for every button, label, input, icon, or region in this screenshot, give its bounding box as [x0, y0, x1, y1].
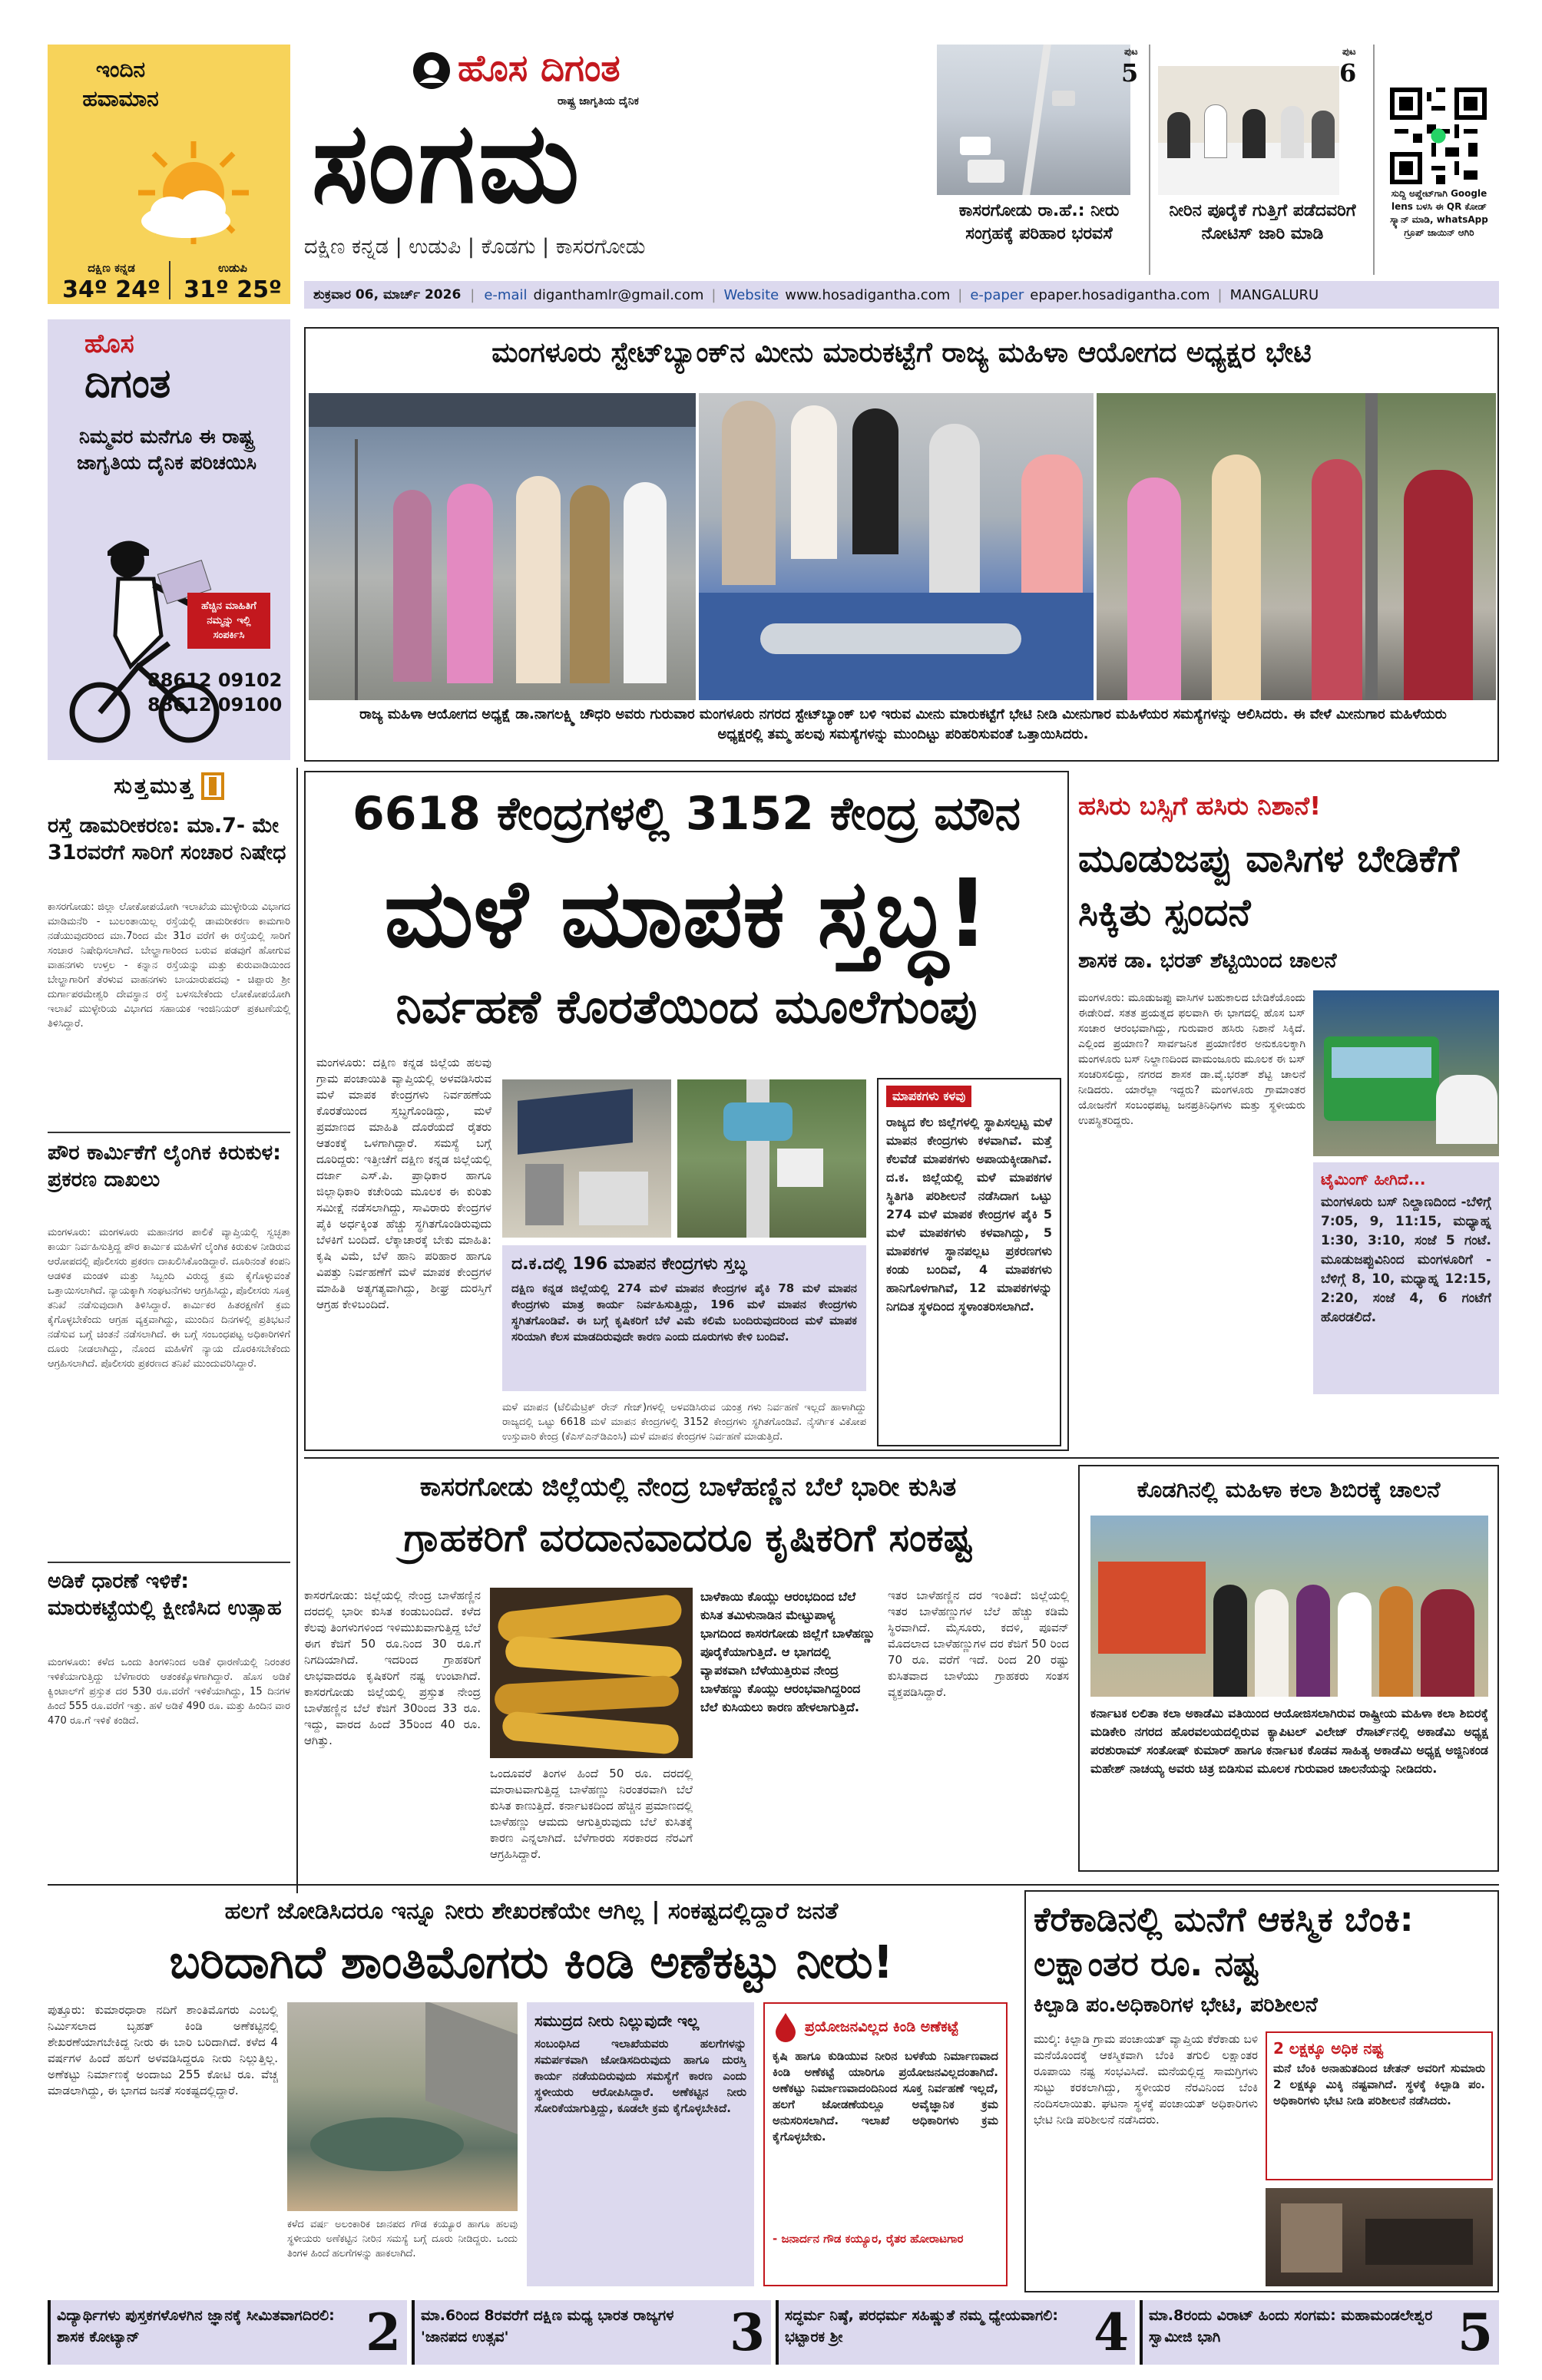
lead-story	[304, 771, 1069, 1451]
brand-tagline: ರಾಷ್ಟ್ರ ಜಾಗೃತಿಯ ದೈನಿಕ	[558, 95, 639, 107]
right1-body: ಮಂಗಳೂರು: ಮೂಡುಜಪ್ಪು ವಾಸಿಗಳ ಬಹುಕಾಲದ ಬೇಡಿಕೆಯೊಂದು ಈಡೇರಿದೆ. ಸತತ ಪ್ರಯತ್ನದ ಫಲವಾಗಿ ಈ ಭಾಗದಲ್ಲಿ ಹೊಸ ಬಸ್ ಸಂಚಾರ ಆರಂಭವಾಗಿದ್ದು, ಗುರುವಾರ ಹಸಿರು ನಿಶಾನೆ ಸಿಕ್ಕಿದೆ. ಎಲ್ಲಿಂದ ಪ್ರಯಾಣ? ಸಾರ್ವಜನಿಕ ಪ್ರಯಾಣಿಕರ ಅನುಕೂಲಕ್ಕಾಗಿ ಮಂಗಳೂರು ಬಸ್ ನಿಲ್ದಾಣದಿಂದ ವಾಮಂಜೂರು ಮೂಲಕ ಈ ಬಸ್ ಸಂಚರಿಸಲಿದ್ದು, ನಗರದ ಶಾಸಕ ಡಾ.ವೈ.ಭರತ್ ಶೆಟ್ಟಿ ಚಾಲನೆ ನೀಡಿದರು. ಯಾರೆಲ್ಲಾ ಇದ್ದರು? ಮಂಗಳೂರು ಗ್ರಾಮಾಂತರ ಯೋಜನೆಗೆ ಸಂಬಂಧಪಟ್ಟ ಜನಪ್ರತಿನಿಧಿಗಳು ಮತ್ತು ಸ್ಥಳೀಯರು ಉಪಸ್ಥಿತರಿದ್ದರು.	[1078, 992, 1305, 1127]
qr-code-icon	[1390, 88, 1487, 184]
right3-body: ಮುಲ್ಕಿ: ಕಿಲ್ಪಾಡಿ ಗ್ರಾಮ ಪಂಚಾಯತ್ ವ್ಯಾಪ್ತಿಯ ಕೆರೆಕಾಡು ಬಳಿ ಮನೆಯೊಂದಕ್ಕೆ ಆಕಸ್ಮಿಕವಾಗಿ ಬೆಂಕಿ ತಗುಲಿ ಲಕ್ಷಾಂತರ ರೂಪಾಯಿ ನಷ್ಟ ಸಂಭವಿಸಿದೆ. ಮನೆಯಲ್ಲಿದ್ದ ಸಾಮಗ್ರಿಗಳು ಸುಟ್ಟು ಕರಕಲಾಗಿದ್ದು, ಸ್ಥಳೀಯರ ನೆರವಿನಿಂದ ಬೆಂಕಿ ನಂದಿಸಲಾಯಿತು. ಘಟನಾ ಸ್ಥಳಕ್ಕೆ ಪಂಚಾಯತ್ ಅಧಿಕಾರಿಗಳು ಭೇಟಿ ನೀಡಿ ಪರಿಶೀಲನೆ ನಡೆಸಿದರು.	[1034, 2032, 1258, 2127]
top-photo-2	[699, 393, 1094, 700]
website-label: Website	[723, 286, 779, 303]
water-body-1: ಪುತ್ತೂರು: ಕುಮಾರಧಾರಾ ನದಿಗೆ ಶಾಂತಿಮೊಗರು ಎಂಬಲ್ಲಿ ನಿರ್ಮಿಸಲಾದ ಬೃಹತ್ ಕಿಂಡಿ ಅಣೆಕಟ್ಟಿನಲ್ಲಿ ಶೇಖರಣೆಯಾಗಬೇಕಿದ್ದ ನೀರು ಈ ಬಾರಿ ಬರಿದಾಗಿದೆ. ಕಳೆದ 4 ವರ್ಷಗಳ ಹಿಂದೆ ಹಲಗೆ ಅಳವಡಿಸಿದ್ದರೂ ನೀರು ನಿಲ್ಲುತ್ತಿಲ್ಲ. ಅಣೆಕಟ್ಟು ನಿರ್ಮಾಣಕ್ಕೆ ಅಂದಾಜು 255 ಕೋಟಿ ರೂ. ವೆಚ್ಚ ಮಾಡಲಾಗಿದ್ದು, ಈ ಭಾಗದ ಜನತೆ ಸಂಕಷ್ಟದಲ್ಲಿದ್ದಾರೆ.	[48, 2003, 278, 2097]
edition-city: MANGALURU	[1229, 286, 1319, 303]
teaser-2-page: 6	[1339, 58, 1357, 88]
loss-title: 2 ಲಕ್ಷಕ್ಕೂ ಅಧಿಕ ನಷ್ಟ	[1273, 2039, 1384, 2058]
right-story-3	[1024, 1890, 1499, 2292]
promo-text: ನಿಮ್ಮವರ ಮನೆಗೂ ಈ ರಾಷ್ಟ್ರ ಜಾಗೃತಿಯ ದೈನಿಕ ಪರಿಚಯಿಸಿ	[76, 425, 257, 474]
water-box-title: ಸಮುದ್ರದ ನೀರು ನಿಲ್ಲುವುದೇ ಇಲ್ಲ	[534, 2011, 700, 2030]
water-box-body: ಸಂಬಂಧಿಸಿದ ಇಲಾಖೆಯವರು ಹಲಗೆಗಳನ್ನು ಸಮರ್ಪಕವಾಗಿ ಜೋಡಿಸದಿರುವುದು ಹಾಗೂ ದುರಸ್ತಿ ಕಾರ್ಯ ನಡೆಯದಿರುವುದು ಸಮಸ್ಯೆಗೆ ಕಾರಣ ಎಂದು ಸ್ಥಳೀಯರು ಆರೋಪಿಸಿದ್ದಾರೆ. ಅಣೆಕಟ್ಟಿನ ನೀರು ಸೋರಿಕೆಯಾಗುತ್ತಿದ್ದು, ಕೂಡಲೇ ಕ್ರಮ ಕೈಗೊಳ್ಳಬೇಕಿದೆ.	[534, 2037, 746, 2115]
masthead-regions: ದಕ್ಷಿಣ ಕನ್ನಡ | ಉಡುಪಿ | ಕೊಡಗು | ಕಾಸರಗೋಡು	[304, 235, 646, 259]
brand-logo-icon	[412, 51, 452, 91]
masthead	[304, 45, 928, 275]
left-story-3-headline: ಅಡಿಕೆ ಧಾರಣೆ ಇಳಿಕೆ: ಮಾರುಕಟ್ಟೆಯಲ್ಲಿ ಕ್ಷೀಣಿಸಿದ ಉತ್ಸಾಹ	[48, 1569, 282, 1620]
email-link[interactable]: diganthamlr@gmail.com	[533, 286, 704, 303]
lead-body-2: ಮಳೆ ಮಾಪನ (ಟೆಲಿಮೆಟ್ರಿಕ್ ರೇನ್ ಗೇಜ್)ಗಳಲ್ಲಿ ಅಳವಡಿಸಿರುವ ಯಂತ್ರ ಗಳು ನಿರ್ವಹಣೆ ಇಲ್ಲದೆ ಹಾಳಾಗಿದ್ದು ರಾಜ್ಯದಲ್ಲಿ ಒಟ್ಟು 6618 ಮಳೆ ಮಾಪನ ಕೇಂದ್ರಗಳಲ್ಲಿ 3152 ಕೇಂದ್ರಗಳು ಸ್ಥಗಿತಗೊಂಡಿವೆ. ನೈಸರ್ಗಿಕ ವಿಕೋಪ ಉಸ್ತುವಾರಿ ಕೇಂದ್ರ (ಕೆಎಸ್‌ಎನ್‌ಡಿಎಂಸಿ) ಮಳೆ ಮಾಪನ ಕೇಂದ್ರಗಳ ನಿರ್ವಹಣೆ ಮಾಡುತ್ತಿದೆ.	[502, 1402, 866, 1443]
info-bar: ಶುಕ್ರವಾರ 06, ಮಾರ್ಚ್ 2026 | e-mail diganthamlr@gmail.com | Website www.hosadigantha.com | e-paper epaper.hosadigantha.com | MANGALURU	[304, 281, 1499, 309]
lead-body-1: ಮಂಗಳೂರು: ದಕ್ಷಿಣ ಕನ್ನಡ ಜಿಲ್ಲೆಯ ಹಲವು ಗ್ರಾಮ ಪಂಚಾಯಿತಿ ವ್ಯಾಪ್ತಿಯಲ್ಲಿ ಅಳವಡಿಸಿರುವ ಮಳೆ ಮಾಪಕ ಕೇಂದ್ರಗಳು ನಿರ್ವಹಣೆಯ ಕೊರತೆಯಿಂದ ಸ್ತಬ್ಧಗೊಂಡಿದ್ದು, ಮಳೆ ಪ್ರಮಾಣದ ಮಾಹಿತಿ ದೊರೆಯದೆ ರೈತರು ಆತಂಕಕ್ಕೆ ಒಳಗಾಗಿದ್ದಾರೆ. ಸಮಸ್ಯೆ ಬಗ್ಗೆ ದೂರಿದ್ದರು: ಇತ್ತೀಚೆಗೆ ದಕ್ಷಿಣ ಕನ್ನಡ ಜಿಲ್ಲೆಯಲ್ಲಿ ದರ್ಜಾ ಎಸ್.ಪಿ. ಪ್ರಾಧಿಕಾರ ಹಾಗೂ ಜಿಲ್ಲಾಧಿಕಾರಿ ಕಚೇರಿಯ ಮೂಲಕ ಈ ಕುರಿತು ಸಮೀಕ್ಷೆ ನಡೆಸಲಾಗಿದ್ದು, ಸಾವಿರಾರು ಕೇಂದ್ರಗಳ ಪೈಕಿ ಅರ್ಧಕ್ಕಿಂತ ಹೆಚ್ಚು ಸ್ಥಗಿತಗೊಂಡಿರುವುದು ಬೆಳಕಿಗೆ ಬಂದಿದೆ. ಲೆಕ್ಕಾಚಾರಕ್ಕೆ ಬೇಕು ಮಾಹಿತಿ: ಕೃಷಿ ವಿಮೆ, ಬೆಳೆ ಹಾನಿ ಪರಿಹಾರ ಹಾಗೂ ವಿಪತ್ತು ನಿರ್ವಹಣೆಗೆ ಮಳೆ ಮಾಪಕ ಕೇಂದ್ರಗಳ ಮಾಹಿತಿ ಅತ್ಯಗತ್ಯವಾಗಿದ್ದು, ಶೀಘ್ರ ದುರಸ್ತಿಗೆ ಆಗ್ರಹ ಕೇಳಿಬಂದಿದೆ.	[316, 1056, 491, 1311]
lead-headline: ಮಳೆ ಮಾಪಕ ಸ್ತಬ್ಧ!	[384, 859, 989, 968]
banana-body-1: ಕಾಸರಗೋಡು: ಜಿಲ್ಲೆಯಲ್ಲಿ ನೇಂದ್ರ ಬಾಳೆಹಣ್ಣಿನ ದರದಲ್ಲಿ ಭಾರೀ ಕುಸಿತ ಕಂಡುಬಂದಿದೆ. ಕಳೆದ ಕೆಲವು ತಿಂಗಳುಗಳಿಂದ ಇಳಿಮುಖವಾಗುತ್ತಿದ್ದ ಬೆಲೆ ಈಗ ಕೆಜಿಗೆ 50 ರೂ.ನಿಂದ 30 ರೂ.ಗೆ ನಿಗದಿಯಾಗಿದೆ. ಇದರಿಂದ ಗ್ರಾಹಕರಿಗೆ ಲಾಭವಾದರೂ ಕೃಷಿಕರಿಗೆ ನಷ್ಟ ಉಂಟಾಗಿದೆ. ಕಾಸರಗೋಡು ಜಿಲ್ಲೆಯಲ್ಲಿ ಪ್ರಸ್ತುತ ನೇಂದ್ರ ಬಾಳೆಹಣ್ಣಿನ ಬೆಲೆ ಕೆಜಿಗೆ 30ರಿಂದ 33 ರೂ. ಇದ್ದು, ವಾರದ ಹಿಂದೆ 35ರಿಂದ 40 ರೂ. ಆಗಿತ್ತು.	[304, 1588, 481, 1747]
teaser-2[interactable]	[1158, 45, 1375, 275]
water-box	[527, 2002, 754, 2286]
teaser-1-page: 5	[1121, 58, 1139, 88]
lead-deck: ನಿರ್ವಹಣೆ ಕೊರತೆಯಿಂದ ಮೂಲೆಗುಂಪು	[395, 980, 978, 1034]
footer-teaser-2[interactable]: ಮಾ.6ರಿಂದ 8ರವರೆಗೆ ದಕ್ಷಿಣ ಮಧ್ಯ ಭಾರತ ರಾಜ್ಯಗಳ 'ಜಾನಪದ ಉತ್ಸವ' 3	[412, 2300, 771, 2365]
banana-photo	[490, 1588, 693, 1758]
top-story	[304, 327, 1499, 762]
lead-side-title: ಮಾಪಕಗಳು ಕಳವು	[886, 1086, 971, 1107]
right2-caption: ಕರ್ನಾಟಕ ಲಲಿತಾ ಕಲಾ ಅಕಾಡೆಮಿ ವತಿಯಿಂದ ಆಯೋಜಿಸಲಾಗಿರುವ ರಾಷ್ಟ್ರೀಯ ಮಹಿಳಾ ಕಲಾ ಶಿಬಿರಕ್ಕೆ ಮಡಿಕೇರಿ ನಗರದ ಹೊರವಲಯದಲ್ಲಿರುವ ಕ್ಯಾಪಿಟಲ್ ವಿಲೇಜ್ ರೆಸಾರ್ಟ್‌ನಲ್ಲಿ ಅಕಾಡೆಮಿ ಅಧ್ಯಕ್ಷ ಪರಶುರಾಮ್ ಸಂತೋಷ್ ಕುಮಾರ್ ಹಾಗೂ ಕರ್ನಾಟಕ ಕೊಡವ ಸಾಹಿತ್ಯ ಅಕಾಡೆಮಿ ಅಧ್ಯಕ್ಷ ಅಜ್ಜಿನಿಕಂಡ ಮಹೇಶ್ ನಾಚಯ್ಯ ಅವರು ಚಿತ್ರ ಬಿಡಿಸುವ ಮೂಲಕ ಗುರುವಾರ ಚಾಲನೆಯನ್ನು ನೀಡಿದರು.	[1090, 1706, 1488, 1776]
book-icon	[201, 772, 224, 800]
water-kicker: ಹಲಗೆ ಜೋಡಿಸಿದರೂ ಇನ್ನೂ ನೀರು ಶೇಖರಣೆಯೇ ಆಗಿಲ್ಲ | ಸಂಕಷ್ಟದಲ್ಲಿದ್ದಾರೆ ಜನತೆ	[224, 1898, 839, 1925]
timing-box	[1313, 1162, 1499, 1394]
email-label: e-mail	[484, 286, 528, 303]
water-drop-icon	[773, 2011, 799, 2042]
water-red-sig: - ಜನಾರ್ದನ ಗೌಡ ಕಯ್ಯೂರ, ರೈತರ ಹೋರಾಟಗಾರ	[773, 2232, 964, 2246]
banana-headline: ಕಾಸರಗೋಡು ಜಿಲ್ಲೆಯಲ್ಲಿ ನೇಂದ್ರ ಬಾಳೆಹಣ್ಣಿನ ಬೆಲೆ ಭಾರೀ ಕುಸಿತ	[419, 1472, 957, 1502]
left-story-2-body: ಮಂಗಳೂರು: ಮಂಗಳೂರು ಮಹಾನಗರ ಪಾಲಿಕೆ ವ್ಯಾಪ್ತಿಯಲ್ಲಿ ಸ್ವಚ್ಛತಾ ಕಾರ್ಯ ನಿರ್ವಹಿಸುತ್ತಿದ್ದ ಪೌರ ಕಾರ್ಮಿಕ ಮಹಿಳೆಗೆ ಲೈಂಗಿಕ ಕಿರುಕುಳ ನೀಡಿರುವ ಆರೋಪದಲ್ಲಿ ಪೊಲೀಸರು ಪ್ರಕರಣ ದಾಖಲಿಸಿಕೊಂಡಿದ್ದಾರೆ. ದೂರಿನಂತೆ ಕಂಪನಿ ಆಡಳಿತ ಮಂಡಳಿ ಮತ್ತು ಸಿಬ್ಬಂದಿ ವಿರುದ್ಧ ಕ್ರಮ ಕೈಗೊಳ್ಳುವಂತೆ ಒತ್ತಾಯಿಸಲಾಗಿದೆ. ನ್ಯಾಯಕ್ಕಾಗಿ ಸಂಘಟನೆಗಳು ಆಗ್ರಹಿಸಿದ್ದು, ಪೊಲೀಸರು ಸೂಕ್ತ ತನಿಖೆ ನಡೆಸುವುದಾಗಿ ತಿಳಿಸಿದ್ದಾರೆ. ಕಾರ್ಮಿಕರ ಹಿತರಕ್ಷಣೆಗೆ ಕ್ರಮ ಕೈಗೊಳ್ಳಬೇಕೆಂದು ಆಗ್ರಹ ವ್ಯಕ್ತವಾಗಿದ್ದು, ಮುಂದಿನ ದಿನಗಳಲ್ಲಿ ಪ್ರತಿಭಟನೆ ನಡೆಸುವ ಬಗ್ಗೆ ಚಿಂತನೆ ನಡೆಸಲಾಗಿದೆ. ಈ ಬಗ್ಗೆ ಸಂಬಂಧಪಟ್ಟ ಅಧಿಕಾರಿಗಳಿಗೆ ದೂರು ನೀಡಲಾಗಿದ್ದು, ನೊಂದ ಮಹಿಳೆಗೆ ನ್ಯಾಯ ದೊರಕಿಸಬೇಕೆಂದು ಆಗ್ರಹಿಸಲಾಗಿದೆ. ಪೊಲೀಸರು ಪ್ರಕರಣದ ತನಿಖೆ ಮುಂದುವರಿಸಿದ್ದಾರೆ.	[48, 1227, 290, 1370]
promo-phone2[interactable]: 88612 09100	[147, 694, 283, 716]
dam-photo	[287, 2002, 518, 2211]
art-camp-photo	[1090, 1516, 1488, 1697]
bus-photo	[1313, 990, 1499, 1156]
promo-phone1[interactable]: 88612 09102	[147, 669, 283, 691]
banana-story	[304, 1465, 1072, 1872]
page-title: ಸಂಗಮ	[312, 98, 583, 228]
lead-inset	[502, 1245, 866, 1391]
lead-inset-body: ದಕ್ಷಿಣ ಕನ್ನಡ ಜಿಲ್ಲೆಯಲ್ಲಿ 274 ಮಳೆ ಮಾಪನ ಕೇಂದ್ರಗಳ ಪೈಕಿ 78 ಮಳೆ ಮಾಪನ ಕೇಂದ್ರಗಳು ಮಾತ್ರ ಕಾರ್ಯ ನಿರ್ವಹಿಸುತ್ತಿದ್ದು, 196 ಮಳೆ ಮಾಪನ ಕೇಂದ್ರಗಳು ಸ್ಥಗಿತಗೊಂಡಿವೆ. ಈ ಬಗ್ಗೆ ಕೃಷಿಕರಿಗೆ ಬೆಳೆ ವಿಮೆ ಕಲಿಮೆ ಬಂದಿರುವುದರಿಂದ ಮಳೆ ಮಾಪಕ ಸರಿಯಾಗಿ ಕೆಲಸ ಮಾಡದಿರುವುದೇ ಕಾರಣ ಎಂದು ದೂರುಗಳು ಕೇಳಿ ಬಂದಿವೆ.	[511, 1281, 857, 1344]
weather-box	[48, 45, 290, 304]
top-story-headline: ಮಂಗಳೂರು ಸ್ಟೇಟ್‌ಬ್ಯಾಂಕ್‌ನ ಮೀನು ಮಾರುಕಟ್ಟೆಗೆ ರಾಜ್ಯ ಮಹಿಳಾ ಆಯೋಗದ ಅಧ್ಯಕ್ಷರ ಭೇಟಿ	[491, 337, 1312, 369]
lead-side-box	[877, 1078, 1061, 1446]
sun-cloud-icon	[132, 135, 255, 250]
qr-text: ಸುದ್ದಿ ಅಪ್ಡೇಟ್‌ಗಾಗಿ Google lens ಬಳಸಿ ಈ QR ಕೋಡ್ ಸ್ಕ್ಯಾನ್ ಮಾಡಿ, whatsApp ಗ್ರೂಪ್ ಜಾಯಿನ್ ಆಗಿರಿ	[1390, 188, 1488, 238]
timing-body: ಮಂಗಳೂರು ಬಸ್ ನಿಲ್ದಾಣದಿಂದ -ಬೆಳಿಗ್ಗೆ 7:05, 9, 11:15, ಮಧ್ಯಾಹ್ನ 1:30, 3:10, ಸಂಜೆ 5 ಗಂಟೆ. ಮೂಡುಜಪ್ಪುವಿನಿಂದ ಮಂಗಳೂರಿಗೆ - ಬೆಳಿಗ್ಗೆ 8, 10, ಮಧ್ಯಾಹ್ನ 12:15, 2:20, ಸಂಜೆ 4, 6 ಗಂಟೆಗೆ ಹೊರಡಲಿದೆ.	[1321, 1195, 1491, 1325]
lead-inset-headline: ದ.ಕ.ದಲ್ಲಿ 196 ಮಾಪನ ಕೇಂದ್ರಗಳು ಸ್ತಬ್ಧ	[511, 1254, 747, 1274]
weather-temp2: 31º 25º	[184, 276, 282, 303]
promo-box[interactable]	[48, 319, 290, 760]
water-story	[48, 1890, 1015, 2292]
left-story-1-body: ಕಾಸರಗೋಡು: ಜಿಲ್ಲಾ ಲೋಕೋಪಯೋಗಿ ಇಲಾಖೆಯ ಮುಳ್ಳೇರಿಯ ವಿಭಾಗದ ಮಾಡಿಮನೆರಿ - ಬುಲಂತಾಯಿಲ್ಲ ರಸ್ತೆಯಲ್ಲಿ ಡಾಮರೀಕರಣ ಕಾಮಗಾರಿ ನಡೆಯುವುದರಿಂದ ಮಾ.7ರಿಂದ ಮೇ 31ರ ವರೆಗೆ ಈ ರಸ್ತೆಯಲ್ಲಿ ಸಾರಿಗೆ ಸಂಚಾರ ನಿಷೇಧಿಸಲಾಗಿದೆ. ಬೇಲ್ಹಾಗಾರಿಂದ ಬರುವ ಪಡವುಗೆ ಹೋಗುವ ವಾಹನಗಳು ಉಳ್ತಲ - ಕನ್ನಾನ ರಸ್ತೆಯನ್ನು ಮತ್ತು ಕುರುವಾಡಿಯಿಂದ ಬೇಲ್ಹಾಗಾರಿಗೆ ತೆರಳುವ ವಾಹನಗಳು ಬಾಯಾರುಪದವು - ಚಿಪ್ಪಾರು ಶ್ರೀ ದುರ್ಗಾಪರಮೇಶ್ವರಿ ದೇವಸ್ಥಾನ ರಸ್ತೆ ಬಳಸಬೇಕೆಂದು ಲೋಕೋಪಯೋಗಿ ಇಲಾಖೆ ಮುಳ್ಳೇರಿಯ ವಿಭಾಗದ ಸಹಾಯಕ ಇಂಜಿನಿಯರ್ ಪ್ರಕಟಣೆಯಲ್ಲಿ ತಿಳಿಸಿದ್ದಾರೆ.	[48, 901, 290, 1030]
teaser-1-photo	[937, 45, 1130, 195]
footer-page-1: 2	[366, 2302, 401, 2362]
weather-temp1: 34º 24º	[62, 276, 160, 303]
epaper-label: e-paper	[970, 286, 1024, 303]
teaser-2-text: ನೀರಿನ ಪೂರೈಕೆ ಗುತ್ತಿಗೆ ಪಡೆದವರಿಗೆ ನೋಟಿಸ್ ಜಾರಿ ಮಾಡಿ	[1169, 201, 1356, 243]
top-story-caption: ರಾಜ್ಯ ಮಹಿಳಾ ಆಯೋಗದ ಅಧ್ಯಕ್ಷೆ ಡಾ.ನಾಗಲಕ್ಷ್ಮಿ ಚೌಧರಿ ಅವರು ಗುರುವಾರ ಮಂಗಳೂರು ನಗರದ ಸ್ಟೇಟ್‌ಬ್ಯಾಂಕ್ ಬಳಿ ಇರುವ ಮೀನು ಮಾರುಕಟ್ಟೆಗೆ ಭೇಟಿ ನೀಡಿ ಮೀನುಗಾರ ಮಹಿಳೆಯರ ಸಮಸ್ಯೆಗಳನ್ನು ಆಲಿಸಿದರು. ಈ ವೇಳೆ ಮೀನುಗಾರ ಮಹಿಳೆಯರು ಅಧ್ಯಕ್ಷರಲ್ಲಿ ತಮ್ಮ ಹಲವು ಸಮಸ್ಯೆಗಳನ್ನು ಮುಂದಿಟ್ಟು ಪರಿಹರಿಸುವಂತೆ ಒತ್ತಾಯಿಸಿದರು.	[359, 706, 1447, 742]
water-red-body: ಕೃಷಿ ಹಾಗೂ ಕುಡಿಯುವ ನೀರಿನ ಬಳಕೆಯ ನಿರ್ಮಾಣವಾದ ಕಿಂಡಿ ಅಣೆಕಟ್ಟೆ ಯಾರಿಗೂ ಪ್ರಯೋಜನವಿಲ್ಲದಂತಾಗಿದೆ. ಅಣೆಕಟ್ಟು ನಿರ್ಮಾಣವಾದಂದಿನಿಂದ ಸೂಕ್ತ ನಿರ್ವಹಣೆ ಇಲ್ಲದೆ, ಹಲಗೆ ಜೋಡಣೆಯಲ್ಲೂ ಅವೈಜ್ಞಾನಿಕ ಕ್ರಮ ಅನುಸರಿಸಲಾಗಿದೆ. ಇಲಾಖೆ ಅಧಿಕಾರಿಗಳು ಕ್ರಮ ಕೈಗೊಳ್ಳಬೇಕು.	[773, 2049, 998, 2144]
teaser-2-photo	[1158, 66, 1339, 195]
brand-name: ಹೊಸ ದಿಗಂತ	[458, 47, 620, 90]
qr-box[interactable]	[1382, 45, 1496, 275]
suttamutta-logo: ಸುತ್ತಮುತ್ತ	[48, 768, 290, 805]
footer-page-3: 4	[1094, 2302, 1129, 2362]
epaper-link[interactable]: epaper.hosadigantha.com	[1030, 286, 1210, 303]
right1-deck: ಶಾಸಕ ಡಾ. ಭರತ್ ಶೆಟ್ಟಿಯಿಂದ ಚಾಲನೆ	[1078, 949, 1337, 973]
teaser-2-page-label: ಪುಟ	[1342, 46, 1356, 57]
banana-body-2: ಒಂದೂವರೆ ತಿಂಗಳ ಹಿಂದೆ 50 ರೂ. ದರದಲ್ಲಿ ಮಾರಾಟವಾಗುತ್ತಿದ್ದ ಬಾಳೆಹಣ್ಣು ನಿರಂತರವಾಗಿ ಬೆಲೆ ಕುಸಿತ ಕಾಣುತ್ತಿದೆ. ಕರ್ನಾಟಕದಿಂದ ಹೆಚ್ಚಿನ ಪ್ರಮಾಣದಲ್ಲಿ ಬಾಳೆಹಣ್ಣು ಆಮದು ಆಗುತ್ತಿರುವುದು ಬೆಲೆ ಕುಸಿತಕ್ಕೆ ಕಾರಣ ಎನ್ನಲಾಗಿದೆ. ಬೆಳೆಗಾರರು ಸರಕಾರದ ನೆರವಿಗೆ ಆಗ್ರಹಿಸಿದ್ದಾರೆ.	[490, 1767, 693, 1861]
weather-title: ಇಂದಿನ ಹವಾಮಾನ	[82, 57, 159, 111]
top-photo-1	[309, 393, 696, 700]
footer-teaser-1[interactable]: ವಿದ್ಯಾರ್ಥಿಗಳು ಪುಸ್ತಕಗಳೊಳಗಿನ ಜ್ಞಾನಕ್ಕೆ ಸೀಮಿತವಾಗದಿರಲಿ: ಶಾಸಕ ಕೋಟ್ಯಾನ್ 2	[48, 2300, 407, 2365]
teaser-1-page-label: ಪುಟ	[1124, 46, 1138, 57]
lead-photo-2	[677, 1079, 866, 1238]
weather-loc2: ಉಡುಪಿ	[218, 261, 247, 275]
footer-teaser-3[interactable]: ಸದ್ಧರ್ಮ ನಿಷ್ಠೆ, ಪರಧರ್ಮ ಸಹಿಷ್ಣುತೆ ನಮ್ಮ ಧ್ಯೇಯವಾಗಲಿ: ಭಟ್ಟಾರಕ ಶ್ರೀ 4	[776, 2300, 1135, 2365]
left-story-2-headline: ಪೌರ ಕಾರ್ಮಿಕೆಗೆ ಲೈಂಗಿಕ ಕಿರುಕುಳ: ಪ್ರಕರಣ ದಾಖಲು	[48, 1141, 281, 1192]
weather-loc1: ದಕ್ಷಿಣ ಕನ್ನಡ	[88, 261, 135, 275]
water-red-box	[763, 2002, 1008, 2286]
banana-deck: ಗ್ರಾಹಕರಿಗೆ ವರದಾನವಾದರೂ ಕೃಷಿಕರಿಗೆ ಸಂಕಷ್ಟ	[403, 1516, 973, 1560]
right3-headline: ಕೆರೆಕಾಡಿನಲ್ಲಿ ಮನೆಗೆ ಆಕಸ್ಮಿಕ ಬೆಂಕಿ: ಲಕ್ಷಾಂತರ ರೂ. ನಷ್ಟ	[1034, 1900, 1414, 1984]
top-photo-3	[1097, 393, 1496, 700]
footer-page-2: 3	[730, 2302, 765, 2362]
left-story-1-headline: ರಸ್ತೆ ಡಾಮರೀಕರಣ: ಮಾ.7- ಮೇ 31ರವರೆಗೆ ಸಾರಿಗೆ ಸಂಚಾರ ನಿಷೇಧ	[48, 814, 286, 864]
website-link[interactable]: www.hosadigantha.com	[785, 286, 951, 303]
water-headline: ಬರಿದಾಗಿದೆ ಶಾಂತಿಮೊಗರು ಕಿಂಡಿ ಅಣೆಕಟ್ಟು ನೀರು!	[169, 1935, 894, 1988]
loss-body: ಮನೆ ಬೆಂಕಿ ಅನಾಹುತದಿಂದ ಚೇತನ್ ಅವರಿಗೆ ಸುಮಾರು 2 ಲಕ್ಷಕ್ಕೂ ಮಿಕ್ಕಿ ನಷ್ಟವಾಗಿದೆ. ಸ್ಥಳಕ್ಕೆ ಕಿಲ್ಪಾಡಿ ಪಂ. ಅಧಿಕಾರಿಗಳು ಭೇಟಿ ನೀಡಿ ಪರಿಶೀಲನೆ ನಡೆಸಿದರು.	[1273, 2061, 1485, 2107]
issue-date: ಶುಕ್ರವಾರ 06, ಮಾರ್ಚ್ 2026	[313, 287, 462, 302]
banana-body-3: ಇತರ ಬಾಳೆಹಣ್ಣಿನ ದರ ಇಂತಿದೆ: ಜಿಲ್ಲೆಯಲ್ಲಿ ಇತರ ಬಾಳೆಹಣ್ಣುಗಳ ಬೆಲೆ ಹೆಚ್ಚು ಕಡಿಮೆ ಸ್ಥಿರವಾಗಿದೆ. ಮೈಸೂರು, ಕದಳಿ, ಪೂವನ್ ಮೊದಲಾದ ಬಾಳೆಹಣ್ಣುಗಳ ದರ ಕೆಜಿಗೆ 50 ರಿಂದ 70 ರೂ. ವರೆಗೆ ಇದೆ. ರಿಂದ 20 ರಷ್ಟು ಕುಸಿತವಾದ ಬಾಳೆಯು ಗ್ರಾಹಕರು ಸಂತಸ ವ್ಯಕ್ತಪಡಿಸಿದ್ದಾರೆ.	[888, 1588, 1069, 1699]
footer-teaser-4[interactable]: ಮಾ.8ರಂದು ವಿರಾಟ್ ಹಿಂದು ಸಂಗಮ: ಮಹಾಮಂಡಲೇಶ್ವರ ಸ್ವಾಮೀಜಿ ಭಾಗಿ 5	[1140, 2300, 1499, 2365]
promo-brand1: ಹೊಸ	[84, 329, 134, 359]
promo-badge: ಹೆಚ್ಚಿನ ಮಾಹಿತಿಗೆ ನಮ್ಮನ್ನು ಇಲ್ಲಿ ಸಂಪರ್ಕಿಸಿ	[187, 593, 270, 649]
water-body-2: ಕಳೆದ ವರ್ಷ ಅಲಂಕಾರಿಕ ಜಾನಪದ ಗೌಡ ಕಯ್ಯೂರ ಹಾಗೂ ಹಲವು ಸ್ಥಳೀಯರು ಅಣೆಕಟ್ಟಿನ ನೀರಿನ ಸಮಸ್ಯೆ ಬಗ್ಗೆ ದೂರು ನೀಡಿದ್ದರು. ಒಂದು ತಿಂಗಳ ಹಿಂದೆ ಹಲಗೆಗಳನ್ನು ಹಾಕಲಾಗಿದೆ.	[287, 2219, 518, 2259]
footer-page-4: 5	[1458, 2302, 1493, 2362]
left-column	[48, 768, 290, 1881]
right2-headline: ಕೊಡಗಿನಲ್ಲಿ ಮಹಿಳಾ ಕಲಾ ಶಿಬಿರಕ್ಕೆ ಚಾಲನೆ	[1137, 1476, 1441, 1502]
right1-headline: ಮೂಡುಜಪ್ಪು ವಾಸಿಗಳ ಬೇಡಿಕೆಗೆ ಸಿಕ್ಕಿತು ಸ್ಪಂದನೆ	[1078, 837, 1460, 934]
water-red-title: ಪ್ರಯೋಜನವಿಲ್ಲದ ಕಿಂಡಿ ಅಣೆಕಟ್ಟೆ	[805, 2018, 959, 2035]
lead-photo-1	[502, 1079, 671, 1238]
timing-title: ಟೈಮಿಂಗ್ ಹೀಗಿದೆ...	[1321, 1170, 1426, 1188]
loss-box	[1266, 2031, 1493, 2180]
teaser-1[interactable]	[937, 45, 1150, 275]
right3-deck: ಕಿಲ್ಪಾಡಿ ಪಂ.ಅಧಿಕಾರಿಗಳ ಭೇಟಿ, ಪರಿಶೀಲನೆ	[1034, 1993, 1318, 2017]
right-story-1	[1078, 771, 1499, 1451]
fire-photo	[1266, 2188, 1493, 2286]
banana-box: ಬಾಳೆಕಾಯಿ ಕೊಯ್ಲು ಆರಂಭದಿಂದ ಬೆಲೆ ಕುಸಿತ ತಮಿಳುನಾಡಿನ ಮೇಟ್ಟುಪಾಳ್ಯ ಭಾಗದಿಂದ ಕಾಸರಗೋಡು ಜಿಲ್ಲೆಗೆ ಬಾಳೆಹಣ್ಣು ಪೂರೈಕೆಯಾಗುತ್ತಿದೆ. ಆ ಭಾಗದಲ್ಲಿ ವ್ಯಾಪಕವಾಗಿ ಬೆಳೆಯುತ್ತಿರುವ ನೇಂದ್ರ ಬಾಳೆಹಣ್ಣು ಕೊಯ್ಲು ಆರಂಭವಾಗಿದ್ದರಿಂದ ಬೆಲೆ ಕುಸಿಯಲು ಕಾರಣ ಹೇಳಲಾಗುತ್ತಿದೆ.	[700, 1589, 875, 1714]
promo-brand2: ದಿಗಂತ	[84, 361, 171, 407]
footer-bar	[48, 2300, 1499, 2365]
right1-kicker: ಹಸಿರು ಬಸ್ಸಿಗೆ ಹಸಿರು ನಿಶಾನೆ!	[1078, 791, 1322, 821]
lead-kicker: 6618 ಕೇಂದ್ರಗಳಲ್ಲಿ 3152 ಕೇಂದ್ರ ಮೌನ	[352, 787, 1021, 841]
right-story-2	[1078, 1465, 1499, 1872]
teaser-1-text: ಕಾಸರಗೋಡು ರಾ.ಹೆ.: ನೀರು ಸಂಗ್ರಹಕ್ಕೆ ಪರಿಹಾರ ಭರವಸೆ	[958, 201, 1120, 243]
left-story-3-body: ಮಂಗಳೂರು: ಕಳೆದ ಒಂದು ತಿಂಗಳಿನಿಂದ ಅಡಿಕೆ ಧಾರಣೆಯಲ್ಲಿ ನಿರಂತರ ಇಳಿಕೆಯಾಗುತ್ತಿದ್ದು ಬೆಳೆಗಾರರು ಆತಂಕಕ್ಕೊಳಗಾಗಿದ್ದಾರೆ. ಹೊಸ ಅಡಿಕೆ ಕ್ವಿಂಟಾಲ್‌ಗೆ ಪ್ರಸ್ತುತ ದರ 530 ರೂ.ವರೆಗೆ ಇಳಿಕೆಯಾಗಿದ್ದು, 15 ದಿನಗಳ ಹಿಂದೆ 555 ರೂ.ವರೆಗೆ ಇತ್ತು. ಹಳೆ ಅಡಿಕೆ 490 ರೂ. ಮತ್ತು ಹಿಂದಿನ ವಾರ 470 ರೂ.ಗೆ ಇಳಿಕೆ ಕಂಡಿದೆ.	[48, 1657, 290, 1727]
lead-side-body: ರಾಜ್ಯದ ಕೆಲ ಜಿಲ್ಲೆಗಳಲ್ಲಿ ಸ್ಥಾಪಿಸಲ್ಪಟ್ಟ ಮಳೆ ಮಾಪನ ಕೇಂದ್ರಗಳು ಕಳವಾಗಿವೆ. ಮತ್ತೆ ಕೆಲವೆಡೆ ಮಾಪಕಗಳು ಅಪಾಯಕ್ಕೀಡಾಗಿವೆ. ದ.ಕ. ಜಿಲ್ಲೆಯಲ್ಲಿ ಮಳೆ ಮಾಪಕಗಳ ಸ್ಥಿತಿಗತಿ ಪರಿಶೀಲನೆ ನಡೆಸಿದಾಗ ಒಟ್ಟು 274 ಮಳೆ ಮಾಪಕ ಕೇಂದ್ರಗಳ ಪೈಕಿ 5 ಮಳೆ ಮಾಪಕಗಳು ಕಳವಾಗಿದ್ದು, 5 ಮಾಪಕಗಳ ಸ್ಥಾನಪಲ್ಲಟ ಪ್ರಕರಣಗಳು ಕಂಡು ಬಂದಿವೆ, 4 ಮಾಪಕಗಳು ಹಾನಿಗೊಳಗಾಗಿವೆ, 12 ಮಾಪಕಗಳನ್ನು ನಿಗದಿತ ಸ್ಥಳದಿಂದ ಸ್ಥಳಾಂತರಿಸಲಾಗಿದೆ.	[886, 1115, 1052, 1314]
